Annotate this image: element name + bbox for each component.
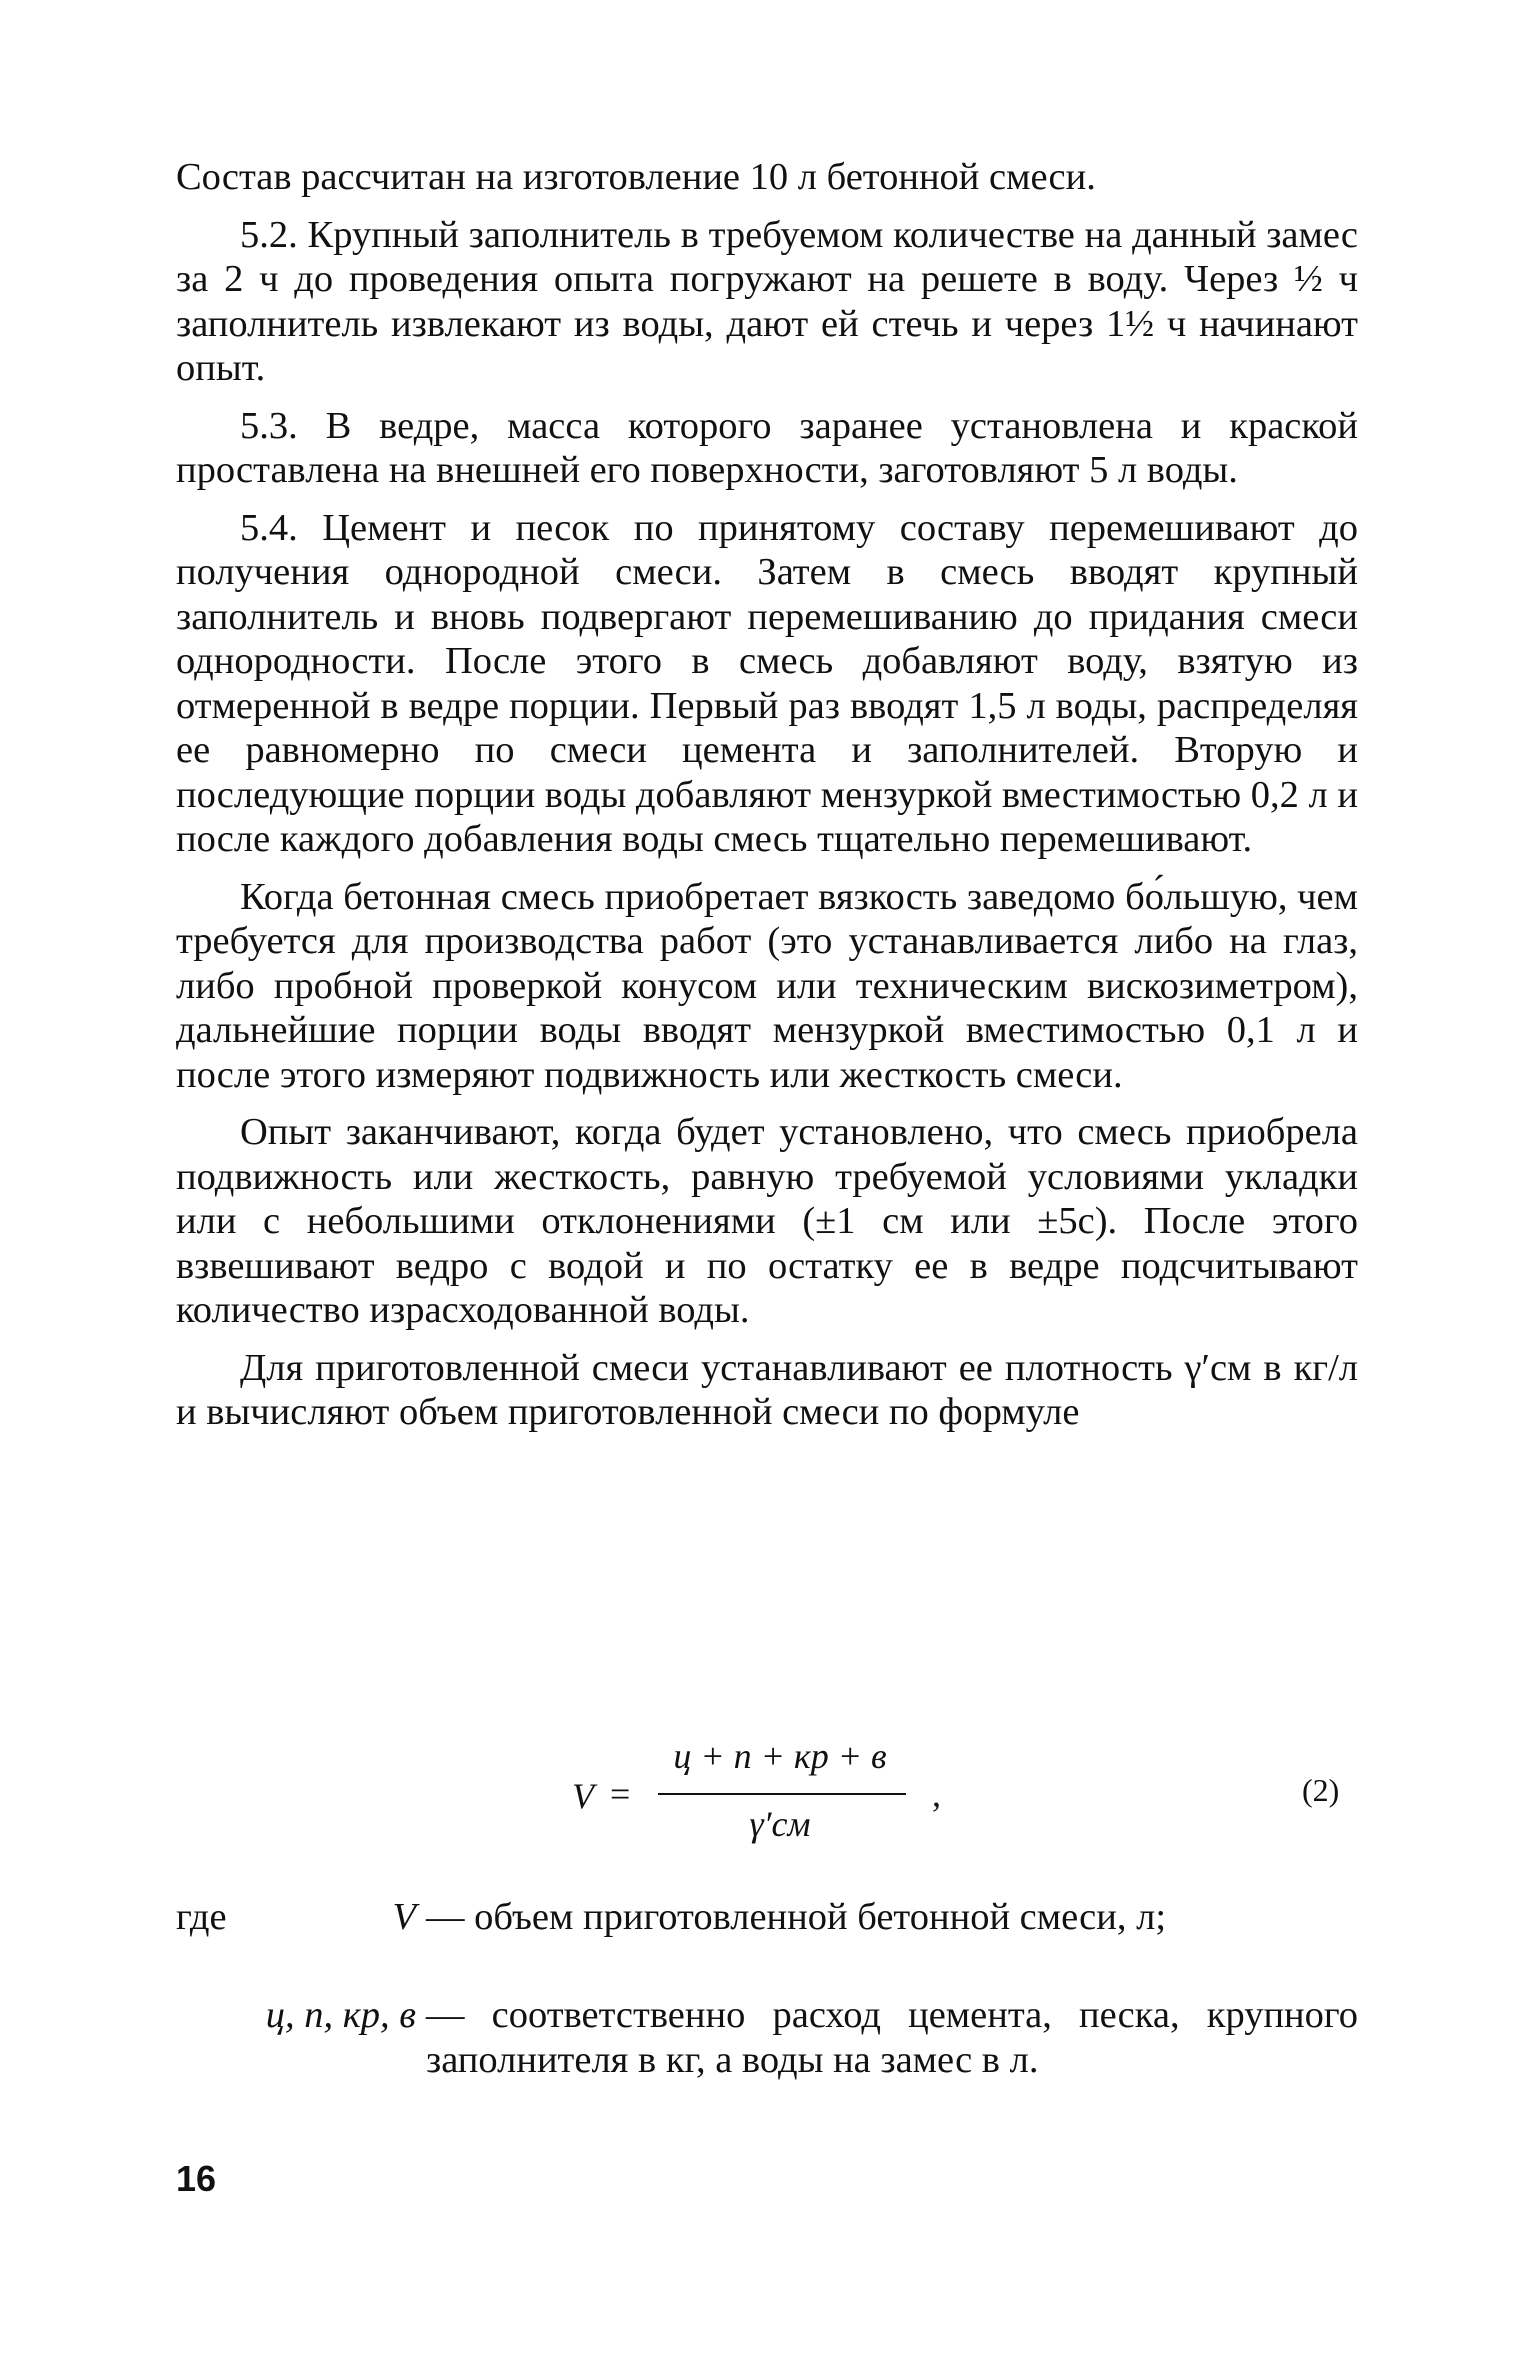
formula-lhs: V: [572, 1776, 594, 1816]
definition-body: объем приготовленной бетонной смеси, л;: [474, 1896, 1167, 1938]
page-number: 16: [176, 2158, 217, 2199]
definition-v: [392, 1895, 1358, 1940]
paragraph-density: Для приготовленной смеси устанавливают ее плотность γ′см в кг/л и вычисляют объем приготовленной смеси по формуле: [176, 1346, 1358, 1433]
formula-equals: =: [610, 1774, 631, 1814]
definition-dash: —: [426, 1994, 465, 2036]
where-word: где: [176, 1896, 227, 1938]
paragraph-5-2: 5.2. Крупный заполнитель в требуемом количестве на данный замес за 2 ч до проведения опыта погружают на решете в воду. Через ½ ч заполнитель извлекают из воды, дают ей стечь и через 1½ ч начинают опыт.: [176, 213, 1358, 389]
formula-denominator: γ′см: [749, 1804, 811, 1844]
definition-term: V: [392, 1896, 416, 1938]
definition-components: [265, 1993, 1358, 2082]
formula-volume: [560, 1735, 960, 1865]
fraction-bar: [658, 1793, 906, 1795]
equation-number: (2): [1302, 1772, 1340, 1808]
paragraph-viscosity: Когда бетонная смесь приобретает вязкость заведомо бо́льшую, чем требуется для производства работ (это устанавливается либо на глаз, либо пробной проверкой конусом или техническим вискозиметром), дальнейшие порции воды вводят мензуркой вместимостью 0,1 л и после этого измеряют подвижность или жесткость смеси.: [176, 875, 1358, 1096]
paragraph-5-3: 5.3. В ведре, масса которого заранее установлена и краской проставлена на внешней его поверхности, заготовляют 5 л воды.: [176, 404, 1358, 491]
paragraph-finish: Опыт заканчивают, когда будет установлено, что смесь приобрела подвижность или жесткость, равную требуемой условиями укладки или с небольшими отклонениями (±1 см или ±5с). После этого взвешивают ведро с водой и по остатку ее в ведре подсчитывают количество израсходованной воды.: [176, 1111, 1358, 1331]
paragraph-5-4: 5.4. Цемент и песок по принятому составу перемешивают до получения однородной смеси. Затем в смесь вводят крупный заполнитель и вновь подвергают перемешиванию до придания смеси однородности. После этого в смесь добавляют воду, взятую из отмеренной в ведре порции. Первый раз вводят 1,5 л воды, распределяя ее равномерно по смеси цемента и заполнителей. Вторую и последующие порции воды добавляют мензуркой вместимостью 0,2 л и после каждого добавления воды смесь тщательно перемешивают.: [176, 506, 1358, 860]
body-text: [176, 155, 1358, 1448]
definition-dash: —: [426, 1896, 465, 1938]
definition-body: соответственно расход цемента, песка, крупного заполнителя в кг, а воды на замес в л.: [426, 1994, 1358, 2081]
formula-comma: ,: [932, 1774, 941, 1814]
paragraph-1: Состав рассчитан на изготовление 10 л бетонной смеси.: [176, 156, 1096, 198]
formula-numerator: ц + п + кр + в: [673, 1736, 887, 1776]
definition-term: ц, п, кр, в: [265, 1994, 416, 2036]
definition-text: [426, 1993, 1358, 2082]
definition-text: [426, 1895, 1358, 1940]
